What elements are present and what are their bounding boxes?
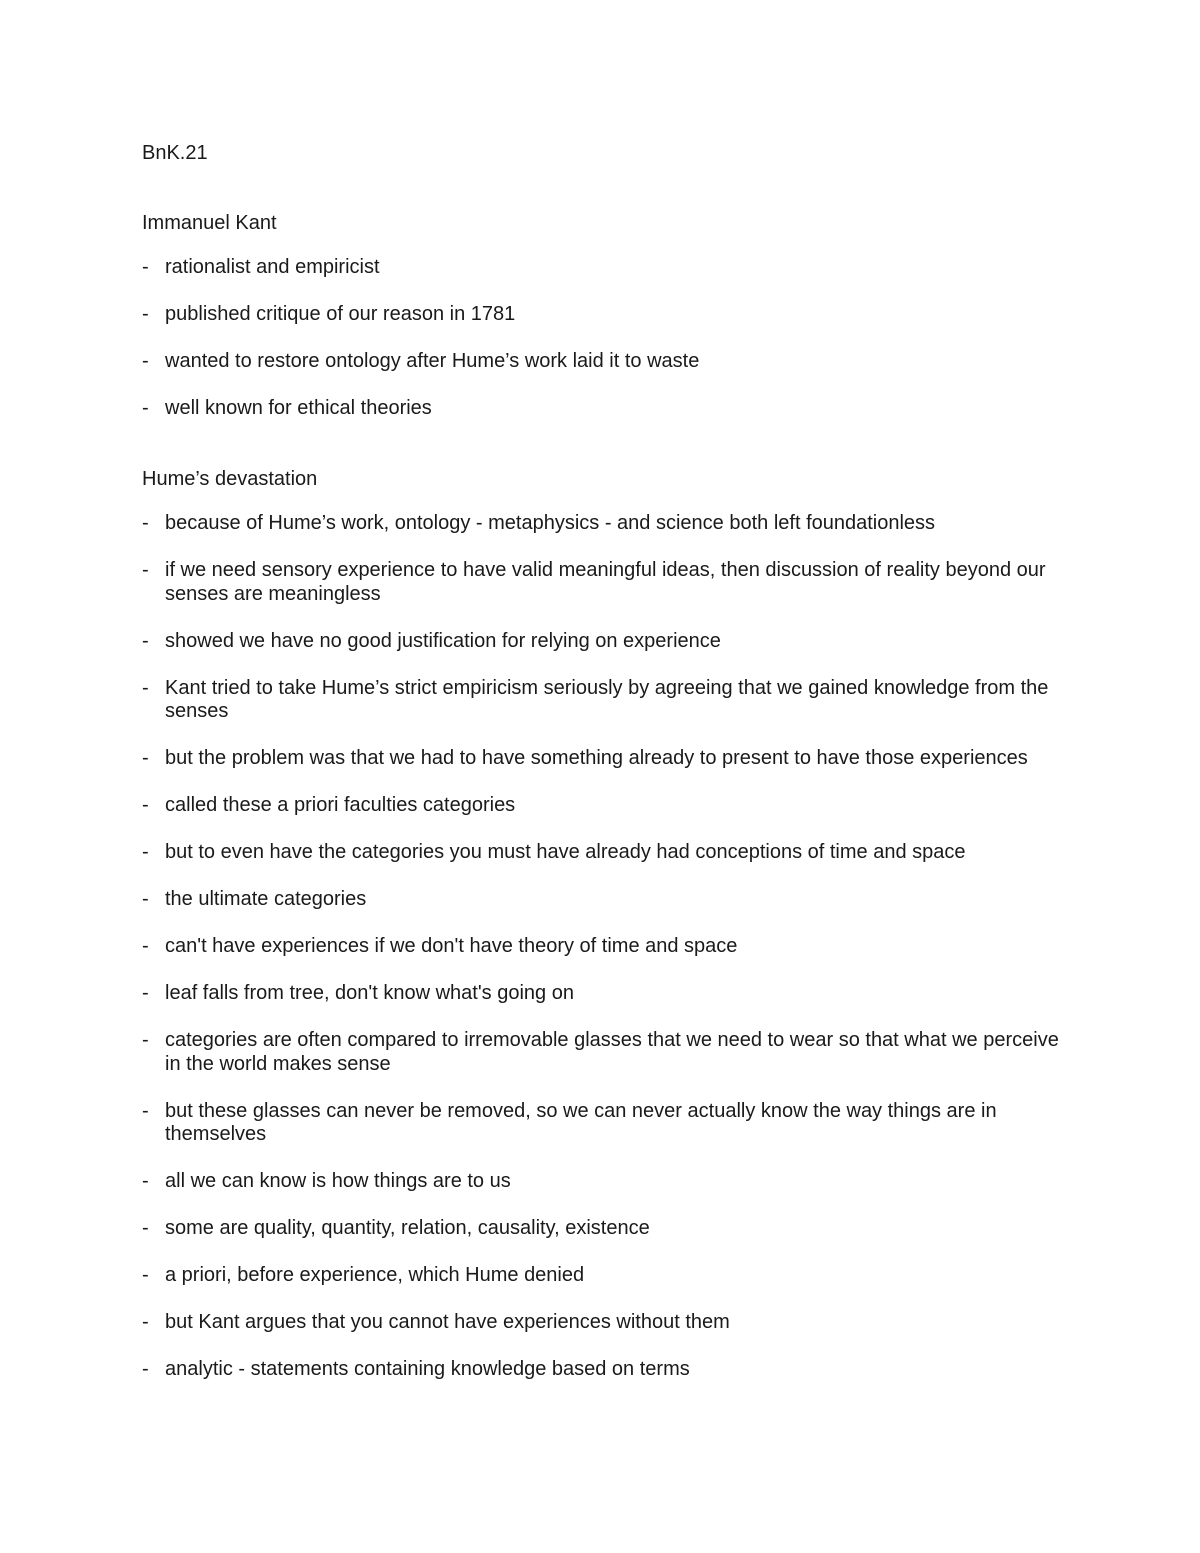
bullet-dash: - — [142, 1311, 149, 1333]
list-item — [142, 630, 1062, 654]
notes-list — [142, 512, 1062, 1382]
bullet-dash: - — [142, 1170, 149, 1192]
section-immanuel-kant — [142, 210, 1062, 421]
bullet-dash: - — [142, 982, 149, 1004]
list-item — [142, 1100, 1062, 1147]
bullet-dash: - — [142, 1029, 149, 1051]
list-item-text: but to even have the categories you must have already had conceptions of time and space — [165, 841, 966, 863]
list-item-text: the ultimate categories — [165, 888, 367, 910]
bullet-dash: - — [142, 350, 149, 372]
bullet-dash: - — [142, 397, 149, 419]
list-item — [142, 794, 1062, 818]
list-item-text: Kant tried to take Hume’s strict empiricism seriously by agreeing that we gained knowledge from the senses — [165, 676, 1049, 722]
list-item — [142, 888, 1062, 912]
list-item-text: published critique of our reason in 1781 — [165, 303, 516, 325]
list-item-text: well known for ethical theories — [165, 397, 432, 419]
document-page — [142, 140, 1062, 1405]
bullet-dash: - — [142, 629, 149, 652]
list-item — [142, 935, 1062, 959]
list-item — [142, 256, 1062, 280]
list-item — [142, 1029, 1062, 1076]
section-humes-devastation — [142, 466, 1062, 1382]
list-item-text: if we need sensory experience to have valid meaningful ideas, then discussion of reality beyond our senses are meaningless — [165, 559, 1046, 605]
list-item-text: analytic - statements containing knowledge based on terms — [165, 1358, 690, 1380]
bullet-dash: - — [142, 256, 149, 278]
bullet-dash: - — [142, 559, 149, 581]
list-item — [142, 397, 1062, 421]
section-divider-space — [142, 444, 1062, 466]
list-item-text: rationalist and empiricist — [165, 256, 380, 278]
list-item — [142, 350, 1062, 374]
list-item-text: showed we have no good justification for relying on experience — [165, 629, 721, 652]
list-item — [142, 1217, 1062, 1241]
document-id: BnK.21 — [142, 142, 208, 164]
bullet-dash: - — [142, 747, 149, 769]
list-item-text: leaf falls from tree, don't know what's going on — [165, 982, 574, 1004]
bullet-dash: - — [142, 1217, 149, 1239]
list-item — [142, 1358, 1062, 1382]
list-item-text: can't have experiences if we don't have theory of time and space — [165, 935, 738, 957]
list-item-text: categories are often compared to irremovable glasses that we need to wear so that what we perceive in the world makes sense — [165, 1029, 1059, 1075]
list-item — [142, 559, 1062, 606]
bullet-dash: - — [142, 1358, 149, 1380]
section-title: Immanuel Kant — [142, 212, 277, 234]
bullet-dash: - — [142, 676, 149, 699]
bullet-dash: - — [142, 841, 149, 863]
list-item-text: wanted to restore ontology after Hume’s work laid it to waste — [165, 350, 700, 372]
list-item — [142, 1170, 1062, 1194]
bullet-dash: - — [142, 512, 149, 534]
list-item-text: but these glasses can never be removed, so we can never actually know the way things are in themselves — [165, 1099, 997, 1145]
list-item-text: a priori, before experience, which Hume denied — [165, 1264, 585, 1286]
bullet-dash: - — [142, 794, 149, 816]
list-item — [142, 747, 1062, 771]
list-item — [142, 982, 1062, 1006]
list-item — [142, 1311, 1062, 1335]
list-item — [142, 1264, 1062, 1288]
list-item — [142, 512, 1062, 536]
list-item — [142, 841, 1062, 865]
list-item-text: but the problem was that we had to have something already to present to have those experiences — [165, 747, 1028, 769]
list-item-text: called these a priori faculties categories — [165, 794, 516, 816]
list-item-text: because of Hume’s work, ontology - metaphysics - and science both left foundationless — [165, 512, 936, 534]
notes-list — [142, 256, 1062, 421]
bullet-dash: - — [142, 303, 149, 325]
list-item — [142, 303, 1062, 327]
bullet-dash: - — [142, 935, 149, 957]
list-item-text: but Kant argues that you cannot have experiences without them — [165, 1311, 730, 1333]
bullet-dash: - — [142, 1099, 149, 1122]
bullet-dash: - — [142, 1264, 149, 1286]
section-title: Hume’s devastation — [142, 468, 318, 490]
list-item — [142, 677, 1062, 724]
list-item-text: all we can know is how things are to us — [165, 1170, 511, 1192]
bullet-dash: - — [142, 888, 149, 910]
list-item-text: some are quality, quantity, relation, causality, existence — [165, 1217, 650, 1239]
